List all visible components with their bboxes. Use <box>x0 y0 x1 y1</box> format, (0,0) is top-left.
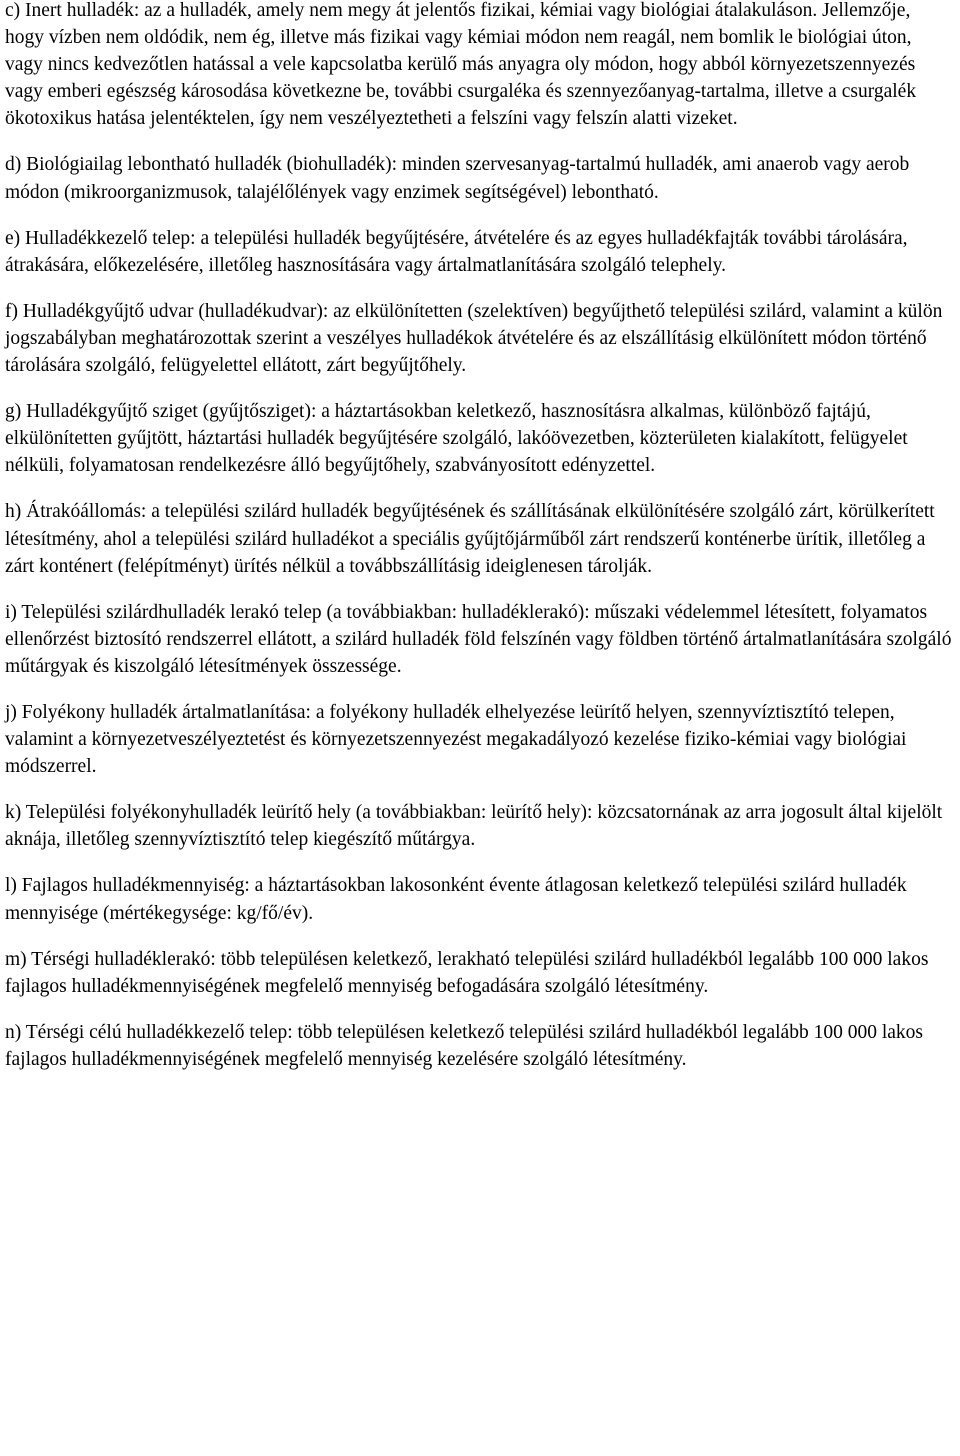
definition-i: i) Települési szilárdhulladék lerakó telep (a továbbiakban: hulladéklerakó): műszaki védelemmel létesített, folyamatos ellenőrzést biztosító rendszerrel ellátott, a szilárd hulladék föld felszínén vagy földben történő ártalmatlanítására szolgáló műtárgyak és kiszolgáló létesítmények összessége. <box>5 601 952 677</box>
definition-l: l) Fajlagos hulladékmennyiség: a háztartásokban lakosonként évente átlagosan keletkező települési szilárd hulladék mennyisége (mértékegysége: kg/fő/év). <box>5 875 907 924</box>
document-body <box>5 0 953 1092</box>
definition-e: e) Hulladékkezelő telep: a települési hulladék begyűjtésére, átvételére és az egyes hulladékfajták további tárolására, átrakására, előkezelésére, illetőleg hasznosítására vagy ártalmatlanítására szolgáló telephely. <box>5 227 908 276</box>
definition-n: n) Térségi célú hulladékkezelő telep: több településen keletkező települési szilárd hulladékból legalább 100 000 lakos fajlagos hulladékmennyiségének megfelelő mennyiség kezelésére szolgáló létesítmény. <box>5 1021 923 1070</box>
definition-d: d) Biológiailag lebontható hulladék (biohulladék): minden szervesanyag-tartalmú hulladék, ami anaerob vagy aerob módon (mikroorganizmusok, talajélőlények vagy enzimek segítségével) lebontható. <box>5 154 910 203</box>
definition-c: c) Inert hulladék: az a hulladék, amely nem megy át jelentős fizikai, kémiai vagy biológiai átalakuláson. Jellemzője, hogy vízben nem oldódik, nem ég, illetve más fizikai vagy kémiai módon nem reagál, nem bomlik le biológiai úton, vagy nincs kedvezőtlen hatással a vele kapcsolatba kerülő más anyagra oly módon, hogy abból környezetszennyezés vagy emberi egészség károsodása következne be, további csurgaléka és szennyezőanyag-tartalma, illetve a csurgalék ökotoxikus hatása jelentéktelen, így nem veszélyeztetheti a felszíni vagy felszín alatti vizeket. <box>5 0 917 130</box>
definition-k: k) Települési folyékonyhulladék leürítő hely (a továbbiakban: leürítő hely): közcsatornának az arra jogosult által kijelölt aknája, illetőleg szennyvíztisztító telep kiegészítő műtárgya. <box>5 802 943 851</box>
definition-f: f) Hulladékgyűjtő udvar (hulladékudvar): az elkülönítetten (szelektíven) begyűjthető települési szilárd, valamint a külön jogszabályban meghatározottak szerint a veszélyes hulladékok átvételére és az elszállításig elkülönített módon történő tárolására szolgáló, felügyelettel ellátott, zárt begyűjtőhely. <box>5 300 943 377</box>
definition-h: h) Átrakóállomás: a települési szilárd hulladék begyűjtésének és szállításának elkülönítésére szolgáló zárt, körülkerített létesítmény, ahol a települési szilárd hulladékot a speciális gyűjtőjárműből zárt rendszerű konténerbe ürítik, illetőleg a zárt konténert (felépítményt) ürítés nélkül a továbbszállításig ideiglenesen tárolják. <box>5 501 935 577</box>
definition-m: m) Térségi hulladéklerakó: több településen keletkező, lerakható települési szilárd hulladékból legalább 100 000 lakos fajlagos hulladékmennyiségének megfelelő mennyiség befogadására szolgáló létesítmény. <box>5 948 929 997</box>
definition-j: j) Folyékony hulladék ártalmatlanítása: a folyékony hulladék elhelyezése leürítő helyen, szennyvíztisztító telepen, valamint a környezetveszélyeztetést és környezetszennyezést megakadályozó kezelése fiziko-kémiai vagy biológiai módszerrel. <box>5 701 907 778</box>
definition-g: g) Hulladékgyűjtő sziget (gyűjtősziget): a háztartásokban keletkező, hasznosításra alkalmas, különböző fajtájú, elkülönítetten gyűjtött, háztartási hulladék begyűjtésére szolgáló, lakóövezetben, közterületen kialakított, felügyelet nélküli, folyamatosan rendelkezésre álló begyűjtőhely, szabványosított edényzettel. <box>5 401 908 477</box>
